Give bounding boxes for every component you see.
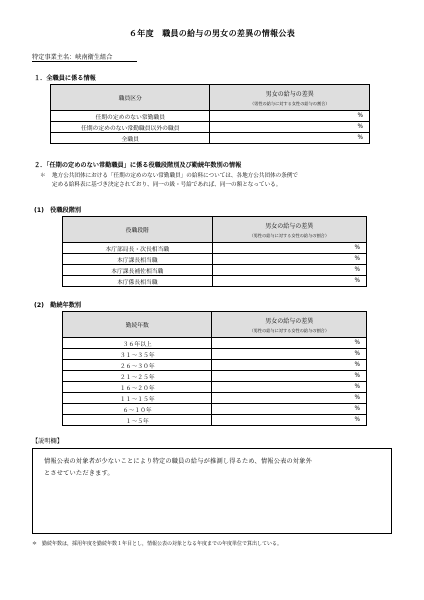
row-value: %	[212, 382, 367, 393]
row-label: ３６年以上	[63, 338, 212, 349]
footnote: ＊ 勤続年数は，採用年度を勤続年数１年目とし，情報公表の対象となる年度までの年度単位で算出している。	[32, 541, 283, 547]
row-label: 本庁係長相当職	[63, 276, 213, 287]
section1-heading: １．全職員に係る情報	[34, 75, 96, 82]
table-row	[63, 243, 367, 254]
section2-note-line1: 地方公共団体における「任期の定めのない常勤職員」の給料については、各地方公共団体の条例で	[52, 173, 299, 179]
section1-col2-header	[210, 85, 370, 111]
table-row	[63, 276, 367, 287]
row-label: 本庁部局長・次長相当職	[63, 243, 213, 254]
section1-table	[50, 84, 370, 144]
row-value: %	[210, 111, 370, 122]
row-value: %	[212, 404, 367, 415]
table-row	[63, 349, 367, 360]
explain-line1: 情報公表の対象者が少ないことにより特定の職員の給与が推測し得るため、情報公表の対象外	[44, 458, 313, 465]
section1-col1-header: 職員区分	[51, 85, 210, 111]
section1-col2-sub: （男性の給与に対する女性の給与の割合）	[249, 100, 330, 106]
sub2-heading: (2) 勤続年数別	[34, 302, 82, 309]
row-label: ２６～３０年	[63, 360, 212, 371]
row-value: %	[212, 360, 367, 371]
row-value: %	[210, 133, 370, 144]
row-label: 本庁課長補佐相当職	[63, 265, 213, 276]
row-value: %	[212, 265, 367, 276]
sub1-col2-sub: （男性の給与に対する女性の給与の割合）	[249, 232, 330, 238]
row-label: 本庁課長相当職	[63, 254, 213, 265]
row-label: ２１～２５年	[63, 371, 212, 382]
table-row	[63, 382, 367, 393]
table-row	[63, 360, 367, 371]
sub2-col1-header: 勤続年数	[63, 312, 212, 338]
row-label: １６～２０年	[63, 382, 212, 393]
sub1-header-row	[63, 217, 367, 243]
sub1-table	[62, 216, 367, 287]
table-row	[63, 265, 367, 276]
explain-heading: 【説明欄】	[32, 438, 63, 445]
row-label: ３１～３５年	[63, 349, 212, 360]
row-label: 任期の定めのない常勤職員	[51, 111, 210, 122]
sub1-heading: (1) 役職段階別	[34, 207, 82, 214]
table-row	[63, 393, 367, 404]
sub1-col2-header	[212, 217, 367, 243]
row-value: %	[212, 254, 367, 265]
explain-line2: とさせていただきます。	[44, 470, 114, 477]
row-value: %	[212, 393, 367, 404]
section2-heading: ２．「任期の定めのない常勤職員」に係る役職段階別及び勤続年数別の情報	[34, 162, 242, 169]
section1-col2-main: 男女の給与の差異	[265, 90, 314, 98]
row-label: ６～１０年	[63, 404, 212, 415]
sub2-header-row	[63, 312, 367, 338]
row-value: %	[212, 371, 367, 382]
row-value: %	[210, 122, 370, 133]
row-label: １１～１５年	[63, 393, 212, 404]
page-title: ６年度 職員の給与の男女の差異の情報公表	[129, 29, 295, 38]
sub2-table	[62, 311, 367, 426]
table-row	[63, 338, 367, 349]
table-row	[63, 254, 367, 265]
sub2-col2-header	[212, 312, 367, 338]
table-row	[51, 133, 370, 144]
sub2-col2-sub: （男性の給与に対する女性の給与の割合）	[249, 327, 330, 333]
sub1-col2-main: 男女の給与の差異	[265, 222, 314, 230]
employer-name: 特定事業主名：峡南衛生組合	[32, 54, 113, 61]
row-label: 全職員	[51, 133, 210, 144]
sub1-col1-header: 役職段階	[63, 217, 213, 243]
row-label: 任期の定めのない常勤職員以外の職員	[51, 122, 210, 133]
row-value: %	[212, 349, 367, 360]
explain-text	[44, 456, 380, 480]
table-row	[51, 122, 370, 133]
section2-note-mark: ＊	[40, 173, 46, 179]
table-row	[63, 404, 367, 415]
table-row	[63, 371, 367, 382]
row-value: %	[212, 276, 367, 287]
section1-header-row	[51, 85, 370, 111]
table-row	[63, 415, 367, 426]
row-value: %	[212, 415, 367, 426]
row-value: %	[212, 243, 367, 254]
sub2-col2-main: 男女の給与の差異	[265, 317, 314, 325]
row-value: %	[212, 338, 367, 349]
employer-name-underline	[32, 61, 137, 62]
row-label: １～５年	[63, 415, 212, 426]
table-row	[51, 111, 370, 122]
section2-note-line2: 定める給料表に基づき決定されており、同一の級・号給であれば、同一の額となっている。	[52, 182, 282, 188]
